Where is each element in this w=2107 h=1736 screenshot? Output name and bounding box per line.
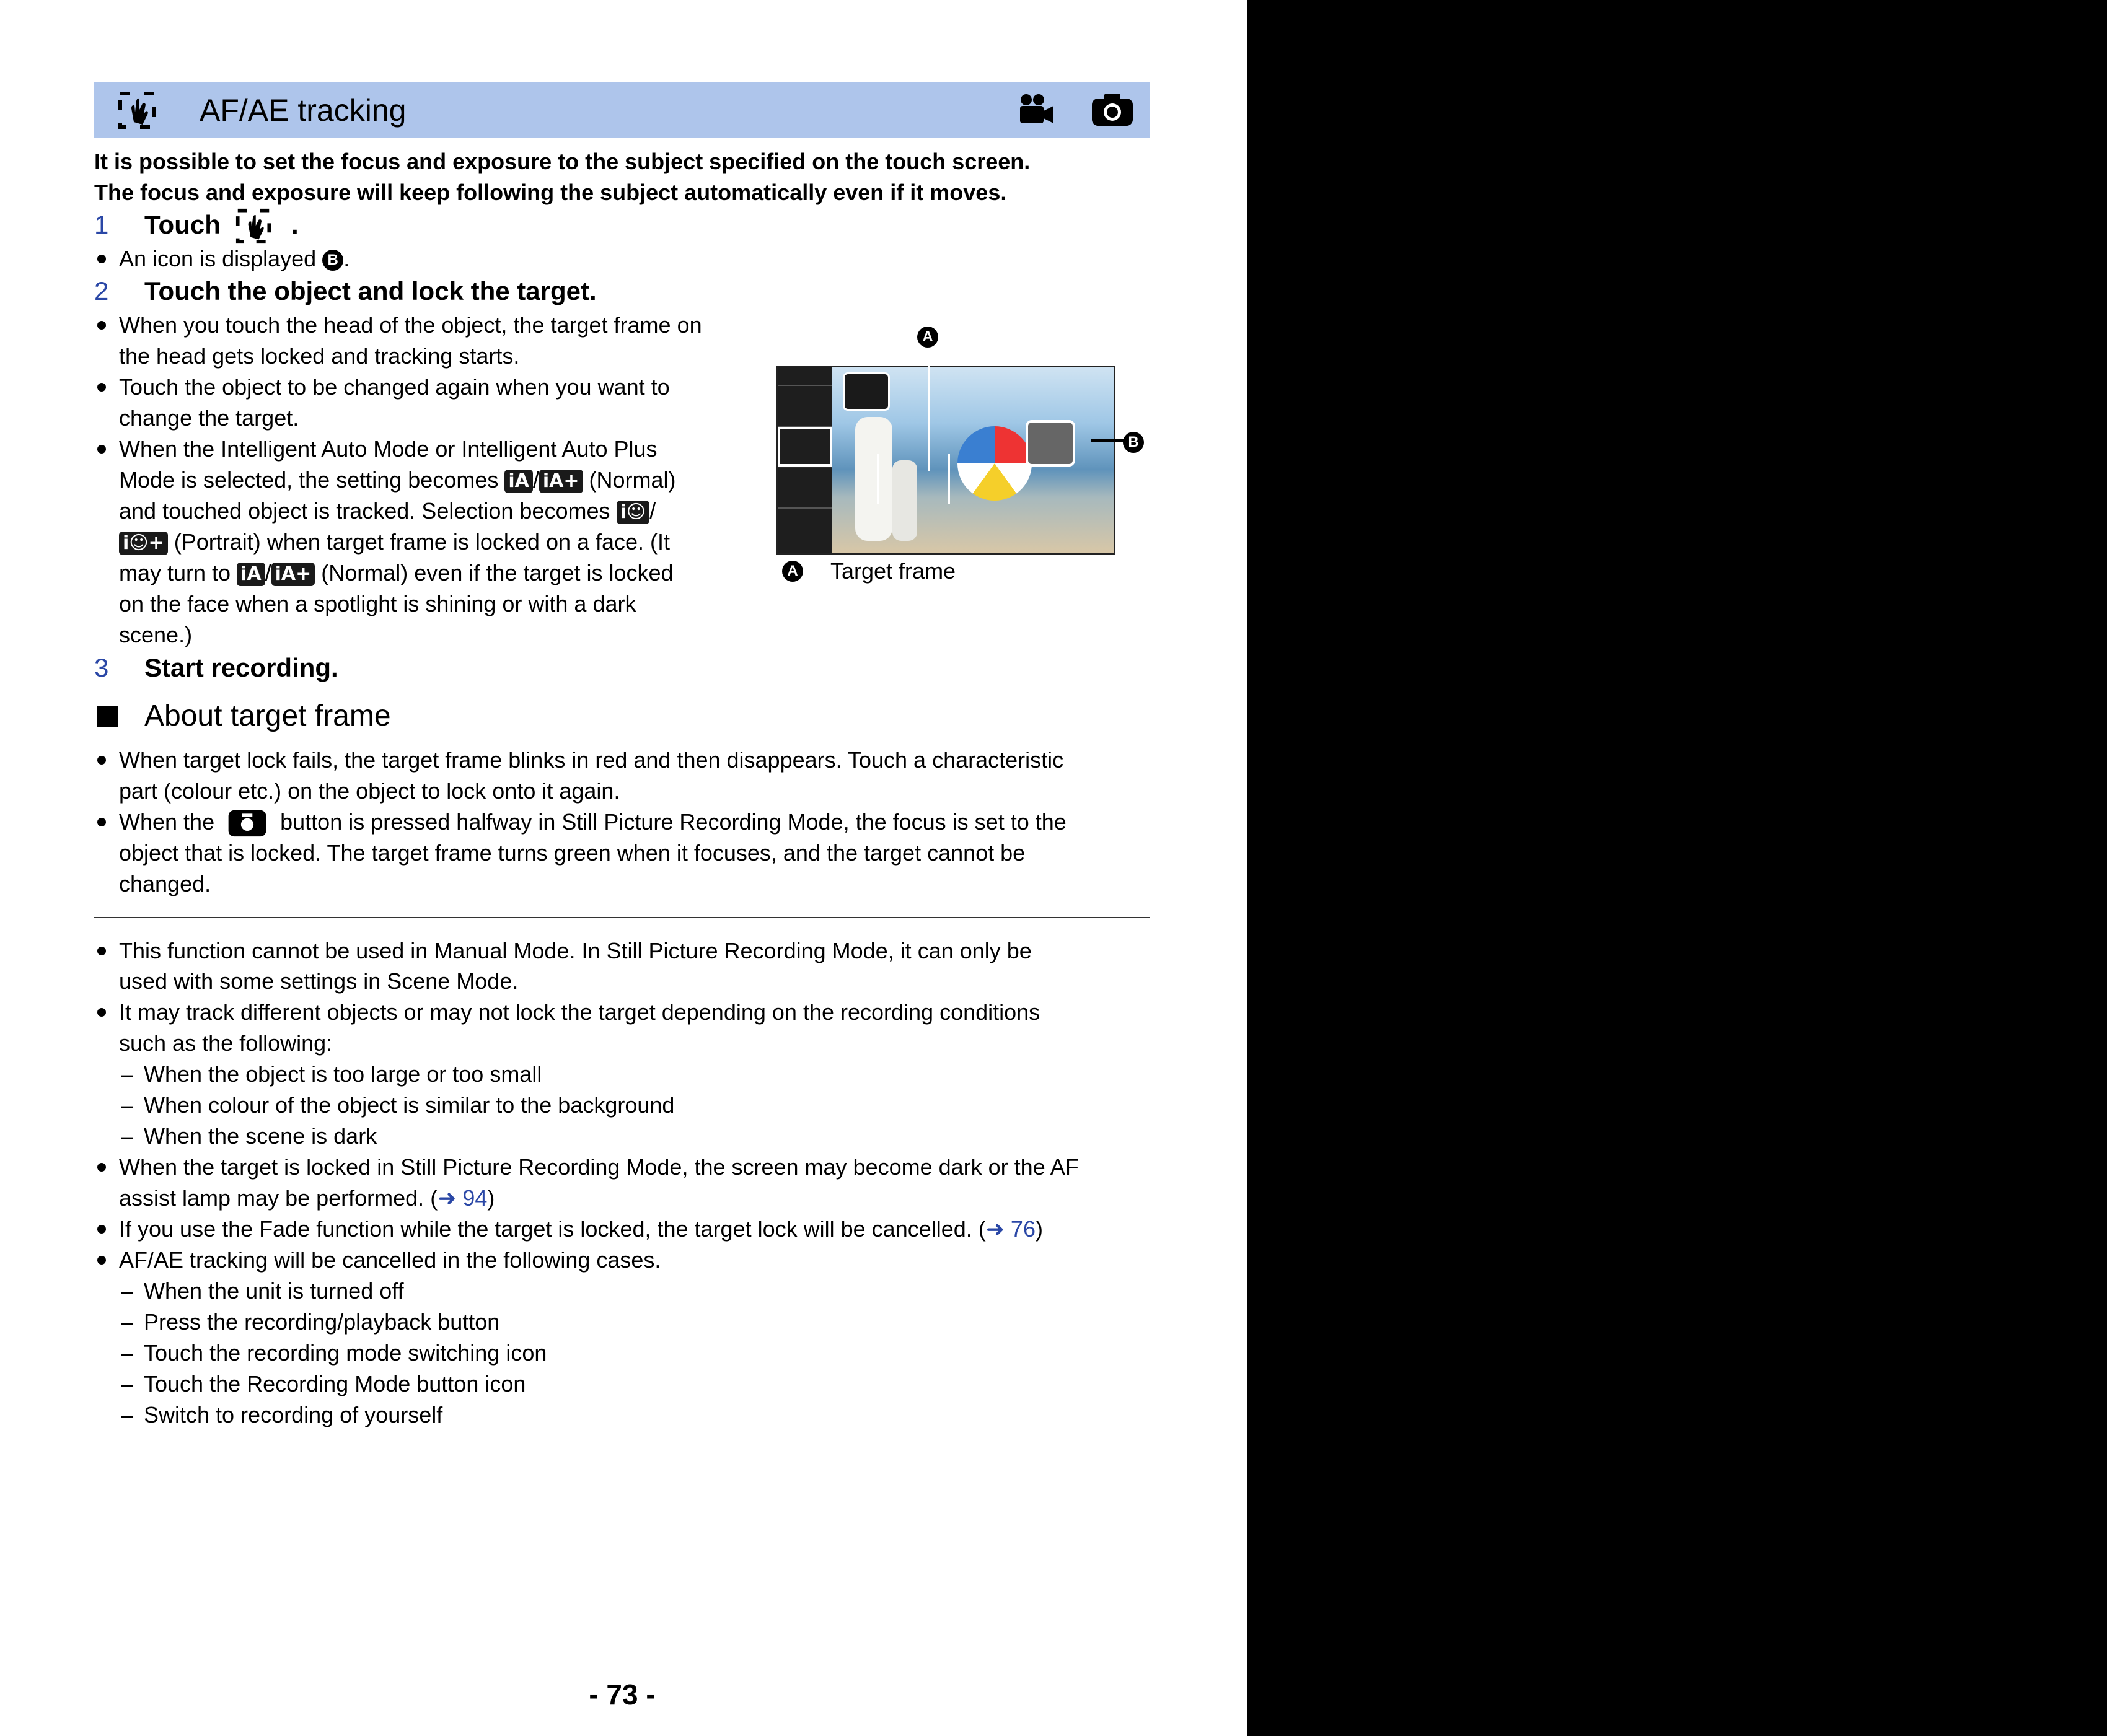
label-a-leader bbox=[928, 348, 930, 471]
step-2-number: 2 bbox=[94, 276, 109, 305]
page-title: AF/AE tracking bbox=[200, 93, 407, 128]
bullet bbox=[97, 1225, 106, 1234]
label-b-leader bbox=[1091, 439, 1128, 442]
note-text: Mode is selected, the setting becomes bbox=[119, 467, 499, 493]
note-5-sub-1: When the unit is turned off bbox=[144, 1278, 404, 1304]
section-bullet-2-line-2: object that is locked. The target frame turns green when it focuses, and the target cannot be bbox=[119, 840, 1026, 866]
menu-tab bbox=[778, 367, 832, 386]
note-3-line-2 bbox=[119, 1183, 495, 1214]
note-5-sub-3: Touch the recording mode switching icon bbox=[144, 1340, 547, 1366]
dash: – bbox=[121, 1061, 134, 1087]
step-1-period: . bbox=[291, 210, 299, 239]
intro-line-1: It is possible to set the focus and exposure to the subject specified on the touch screen. bbox=[94, 149, 1031, 174]
bullet bbox=[97, 1256, 106, 1265]
step-1-note bbox=[119, 243, 350, 274]
step-1-text: Touch bbox=[144, 210, 221, 239]
bullet bbox=[97, 445, 106, 454]
note-5: AF/AE tracking will be cancelled in the following cases. bbox=[119, 1247, 661, 1273]
stabilizer-icon bbox=[778, 386, 832, 427]
step-2-note-3-line-7: scene.) bbox=[119, 622, 193, 647]
intro-line-2: The focus and exposure will keep following the subject automatically even if it moves. bbox=[94, 180, 1007, 205]
touch-tracking-icon bbox=[118, 91, 156, 129]
bullet bbox=[97, 1008, 106, 1017]
step-1-note-tail: . bbox=[343, 246, 350, 271]
portrait-mode-indicator-icon bbox=[843, 372, 890, 411]
note-2-line-1: It may track different objects or may not lock the target depending on the recording conditions bbox=[119, 999, 1040, 1025]
caption-marker-a: A bbox=[782, 561, 803, 582]
section-title-bar bbox=[94, 82, 1150, 138]
note-3-line-1: When the target is locked in Still Picture Recording Mode, the screen may become dark or the AF bbox=[119, 1154, 1079, 1180]
note-text: may turn to bbox=[119, 560, 231, 585]
slash: / bbox=[265, 560, 271, 585]
step-2-note-3-line-6: on the face when a spotlight is shining or with a dark bbox=[119, 591, 636, 616]
scroll-arrows-icon bbox=[778, 509, 832, 555]
dash: – bbox=[121, 1092, 134, 1118]
bullet bbox=[97, 818, 106, 826]
step-2-note-1-line-2: the head gets locked and tracking starts. bbox=[119, 343, 520, 369]
page-number: - 73 - bbox=[589, 1678, 656, 1711]
bullet bbox=[97, 756, 106, 765]
step-2-note-3-line-2 bbox=[119, 465, 676, 496]
step-2-note-3-line-3 bbox=[119, 496, 656, 527]
dash: – bbox=[121, 1402, 134, 1427]
step-2-note-2-line-2: change the target. bbox=[119, 405, 299, 431]
step-3-text: Start recording. bbox=[144, 653, 338, 682]
touch-tracking-icon-inline bbox=[235, 208, 271, 244]
slash: / bbox=[532, 467, 539, 493]
note-2-sub-1: When the object is too large or too small bbox=[144, 1061, 542, 1087]
note-text: button is pressed halfway in Still Picture Recording Mode, the focus is set to the bbox=[280, 809, 1067, 835]
section-square-icon bbox=[97, 706, 118, 727]
note-5-sub-4: Touch the Recording Mode button icon bbox=[144, 1371, 526, 1396]
black-margin bbox=[1247, 0, 2107, 1736]
step-3-number: 3 bbox=[94, 653, 109, 682]
dash: – bbox=[121, 1340, 134, 1366]
page-link-76[interactable]: ➜ 76 bbox=[985, 1216, 1036, 1242]
ref-b-marker: B bbox=[322, 250, 343, 271]
bullet bbox=[97, 1163, 106, 1172]
camera-screen-figure bbox=[776, 366, 1115, 555]
movie-camera-icon bbox=[1018, 92, 1055, 126]
note-5-sub-5: Switch to recording of yourself bbox=[144, 1402, 443, 1427]
note-text: ) bbox=[1035, 1216, 1043, 1242]
note-text: (Normal) bbox=[589, 467, 676, 493]
mode-icon bbox=[778, 468, 832, 509]
note-text: assist lamp may be performed. ( bbox=[119, 1185, 438, 1211]
tracking-button-icon bbox=[778, 427, 832, 467]
note-text: (Normal) even if the target is locked bbox=[321, 560, 674, 585]
step-2-text: Touch the object and lock the target. bbox=[144, 276, 597, 305]
step-2-note-2-line-1: Touch the object to be changed again when you want to bbox=[119, 374, 670, 400]
bullet bbox=[97, 947, 106, 955]
slash: / bbox=[649, 498, 656, 524]
figure-label-a: A bbox=[917, 327, 938, 348]
intelligent-auto-plus-icon: iA+ bbox=[271, 563, 315, 586]
page-link-94[interactable]: ➜ 94 bbox=[438, 1185, 488, 1211]
target-frame bbox=[877, 454, 950, 504]
tracking-indicator-icon bbox=[1026, 420, 1075, 467]
dash: – bbox=[121, 1371, 134, 1396]
figure-label-b: B bbox=[1123, 432, 1144, 453]
shutter-button-icon bbox=[227, 809, 268, 838]
step-2-note-3-line-1: When the Intelligent Auto Mode or Intelligent Auto Plus bbox=[119, 436, 658, 462]
note-5-sub-2: Press the recording/playback button bbox=[144, 1309, 500, 1335]
figure-caption: Target frame bbox=[830, 558, 956, 584]
step-2-note-1-line-1: When you touch the head of the object, the target frame on bbox=[119, 312, 702, 338]
dash: – bbox=[121, 1123, 134, 1149]
intelligent-auto-icon: iA bbox=[504, 470, 533, 493]
note-2-sub-2: When colour of the object is similar to the background bbox=[144, 1092, 675, 1118]
bullet bbox=[97, 255, 106, 263]
note-2-line-2: such as the following: bbox=[119, 1030, 333, 1056]
dash: – bbox=[121, 1278, 134, 1304]
step-2-note-3-line-4 bbox=[119, 527, 670, 558]
note-4 bbox=[119, 1214, 1043, 1245]
dash: – bbox=[121, 1309, 134, 1335]
section-bullet-2-line-1 bbox=[119, 807, 1067, 838]
intelligent-auto-icon: iA bbox=[237, 563, 265, 586]
step-1-note-text: An icon is displayed bbox=[119, 246, 317, 271]
portrait-mode-icon: i☺ bbox=[617, 501, 650, 524]
note-text: ) bbox=[487, 1185, 495, 1211]
beach-ball bbox=[957, 426, 1032, 501]
bullet bbox=[97, 321, 106, 330]
portrait-plus-mode-icon: i☺+ bbox=[119, 532, 168, 555]
note-text: and touched object is tracked. Selection becomes bbox=[119, 498, 610, 524]
section-bullet-2-line-3: changed. bbox=[119, 871, 211, 896]
section-title: About target frame bbox=[144, 699, 391, 732]
note-text: (Portrait) when target frame is locked on a face. (It bbox=[174, 529, 671, 555]
bullet bbox=[97, 383, 106, 392]
step-2-note-3-line-5 bbox=[119, 558, 674, 589]
note-text: If you use the Fade function while the target is locked, the target lock will be cancelled. ( bbox=[119, 1216, 986, 1242]
note-text: When the bbox=[119, 809, 215, 835]
section-bullet-1-line-2: part (colour etc.) on the object to lock onto it again. bbox=[119, 778, 620, 804]
note-2-sub-3: When the scene is dark bbox=[144, 1123, 377, 1149]
still-camera-icon bbox=[1091, 91, 1134, 127]
step-1-number: 1 bbox=[94, 210, 109, 239]
divider bbox=[94, 917, 1150, 918]
intelligent-auto-plus-icon: iA+ bbox=[539, 470, 583, 493]
note-1-line-2: used with some settings in Scene Mode. bbox=[119, 968, 519, 994]
note-1-line-1: This function cannot be used in Manual Mode. In Still Picture Recording Mode, it can only be bbox=[119, 938, 1032, 963]
section-bullet-1-line-1: When target lock fails, the target frame blinks in red and then disappears. Touch a characteristic bbox=[119, 747, 1064, 773]
